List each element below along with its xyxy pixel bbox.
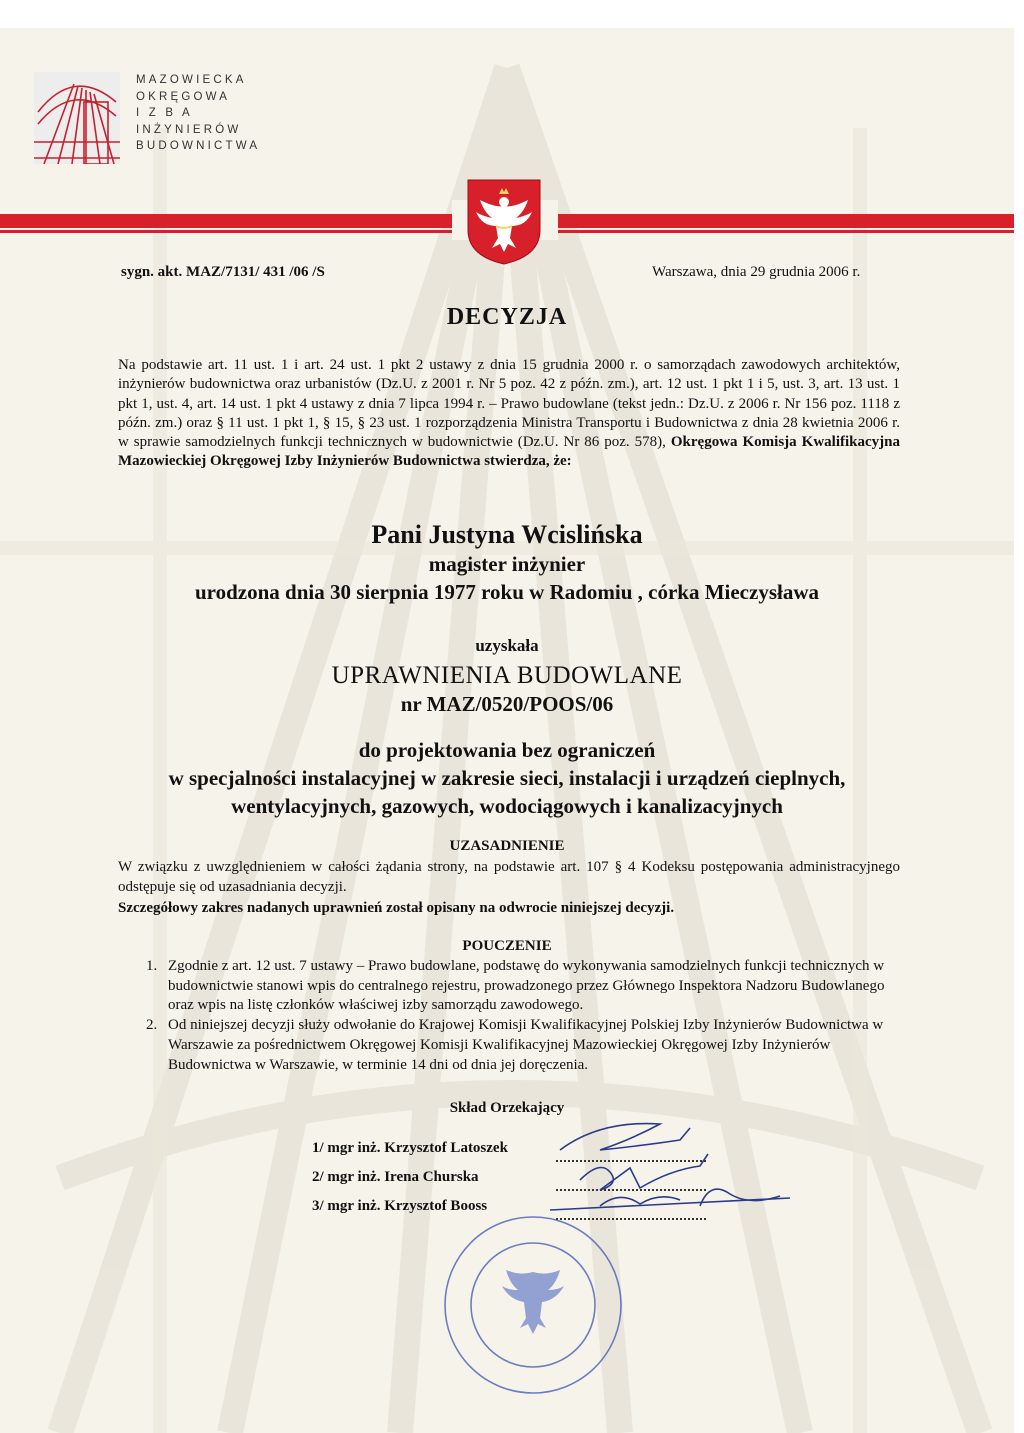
place-date: Warszawa, dnia 29 grudnia 2006 r. (652, 264, 861, 280)
chamber-logo-icon (34, 72, 120, 164)
chamber-logo (34, 72, 261, 164)
panel-member: 2/ mgr inż. Irena Churska (312, 1169, 479, 1185)
panel-heading: Skład Orzekający (449, 1100, 565, 1116)
person-degree: magister inżynier (428, 552, 586, 576)
list-item-number: 2. (146, 1017, 158, 1034)
list-item-number: 1. (146, 958, 158, 974)
justification-heading: UZASADNIENIE (449, 838, 565, 854)
legal-basis-text: Na podstawie art. 11 ust. 1 i art. 24 ust. 1 pkt 2 ustawy z dnia 15 grudnia 2000 r. o samorządach zawodowych architektów, inżynierów budownictwa oraz urbanistów (Dz.U. z 2001 r. Nr 5 poz. 42 z późn. zm.), art. 12 ust. 1 pkt 1 i 5, ust. 3, art. 13 ust. 1 pkt 1, ust. 4, art. 14 ust. 1 pkt 4 ustawy z dnia 7 lipca 1994 r. – Prawo budowlane (tekst jedn.: Dz.U. z 2006 r. Nr 156 poz. 1118 z późn. zm.) oraz § 11 ust. 1 pkt 1, § 15, § 23 ust. 1 rozporządzenia Ministra Transportu i Budownictwa z dnia 28 kwietnia 2006 r. w sprawie samodzielnych funkcji technicznych w budownictwie (Dz.U. Nr 86 poz. 578), (118, 357, 900, 451)
chamber-line: I Z B A (136, 107, 193, 119)
case-reference (121, 264, 325, 281)
legal-basis (118, 356, 900, 472)
list-item (146, 957, 886, 1016)
list-item (146, 1016, 886, 1075)
list-item-text: Zgodnie z art. 12 ust. 7 ustawy – Prawo budowlane, podstawę do wykonywania samodzielnych funkcji technicznych w budownictwie stanowi wpis do centralnego rejestru, prowadzonego przez Głównego Inspektora Nadzoru Budowlanego oraz wpis na listę członków właściwej izby samorządu zawodowego. (168, 958, 885, 1014)
chamber-line: INŻYNIERÓW (136, 123, 242, 136)
reference-label: sygn. akt. (121, 264, 183, 280)
chamber-line: OKRĘGOWA (136, 90, 231, 103)
chamber-line: MAZOWIECKA (136, 74, 247, 86)
eagle-emblem-icon (466, 178, 542, 266)
obtained-label: uzyskała (475, 636, 539, 655)
reference-number: MAZ/7131/ 431 /06 /S (186, 264, 325, 280)
instruction-list (146, 957, 886, 1075)
official-stamp-icon (438, 1210, 628, 1400)
permission-number: nr MAZ/0520/POOS/06 (400, 692, 614, 716)
panel-member: 1/ mgr inż. Krzysztof Latoszek (312, 1140, 508, 1156)
permission-title: UPRAWNIENIA BUDOWLANE (331, 662, 683, 689)
legal-basis-strong: Okręgowa Komisja Kwalifikacyjna Mazowieckiej Okręgowej Izby Inżynierów Budownictwa stwierdza, że: (118, 434, 900, 470)
panel-member: 3/ mgr inż. Krzysztof Booss (312, 1198, 488, 1214)
instruction-heading: POUCZENIE (462, 938, 552, 954)
chamber-name (136, 72, 260, 155)
permission-scope-line: wentylacyjnych, gazowych, wodociągowych i kanalizacyjnych (231, 794, 783, 818)
person-birth: urodzona dnia 30 sierpnia 1977 roku w Radomiu , córka Mieczysława (194, 580, 819, 604)
chamber-line: BUDOWNICTWA (136, 140, 261, 152)
document-title: DECYZJA (446, 304, 568, 330)
justification-note: Szczegółowy zakres nadanych uprawnień został opisany na odwrocie niniejszej decyzji. (118, 900, 675, 916)
permission-scope-line: w specjalności instalacyjnej w zakresie sieci, instalacji i urządzeń cieplnych, (168, 766, 846, 790)
justification-text: W związku z uwzględnieniem w całości żądania strony, na podstawie art. 107 § 4 Kodeksu postępowania administracyjnego odstępuje się od uzasadniania decyzji. (118, 859, 900, 895)
person-name: Pani Justyna Wcislińska (371, 520, 643, 549)
permission-scope-line: do projektowania bez ograniczeń (358, 738, 656, 762)
list-item-text: Od niniejszej decyzji służy odwołanie do Krajowej Komisji Kwalifikacyjnej Polskiej Izby Inżynierów Budownictwa w Warszawie za pośrednictwem Okręgowej Komisji Kwalifikacyjnej Mazowieckiej Okręgowej Izby Inżynierów Budownictwa w Warszawie, w terminie 14 dni od dnia jej doręczenia. (168, 1017, 884, 1073)
